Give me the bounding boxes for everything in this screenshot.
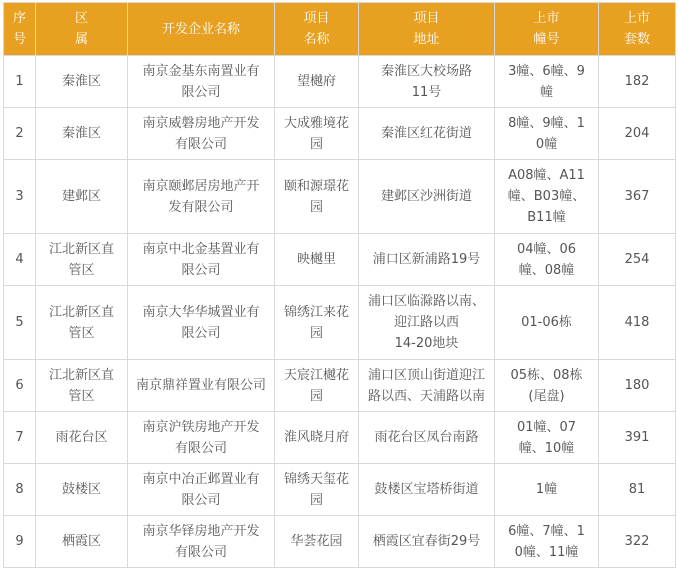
header-unit-count <box>599 3 676 56</box>
cell-text: 建邺区沙洲街道 <box>380 189 472 204</box>
cell-index <box>4 516 36 568</box>
cell-building-numbers <box>495 464 599 516</box>
header-text: 开发企业名称 <box>161 21 240 37</box>
cell-project-address <box>359 108 495 160</box>
cell-text: 418 <box>624 315 650 330</box>
cell-building-numbers <box>495 516 599 568</box>
cell-text: 限公司 <box>181 84 221 100</box>
cell-text: 5 <box>15 315 24 330</box>
listing-table-container <box>3 2 675 568</box>
cell-text: 限公司 <box>181 492 221 508</box>
cell-project-name <box>275 464 359 516</box>
cell-text: 南京沪铁房地产开发 <box>142 419 260 435</box>
header-text: 项目 <box>303 11 330 26</box>
cell-text: 南京华铎房地产开发 <box>142 523 260 539</box>
cell-unit-count <box>599 286 676 360</box>
cell-building-numbers <box>495 56 599 108</box>
cell-text: 4 <box>15 252 24 267</box>
cell-text: 管区 <box>68 325 95 341</box>
cell-text: 04幢、06 <box>516 241 577 257</box>
cell-district <box>36 360 128 412</box>
cell-district <box>36 516 128 568</box>
table-row <box>4 160 676 234</box>
cell-text: 254 <box>624 252 650 267</box>
cell-text: 1幢 <box>535 482 558 497</box>
header-project-name <box>275 3 359 56</box>
cell-index <box>4 360 36 412</box>
cell-project-name <box>275 286 359 360</box>
header-building-numbers <box>495 3 599 56</box>
table-row <box>4 286 676 360</box>
table-row <box>4 234 676 286</box>
cell-text: 发有限公司 <box>168 199 234 215</box>
cell-text: 颐和源璟花 <box>283 178 349 194</box>
header-text: 属 <box>74 32 88 47</box>
cell-text: 锦绣江来花 <box>283 304 349 320</box>
cell-text: B11幢 <box>527 210 566 225</box>
cell-text: 大成雅境花 <box>283 115 349 131</box>
cell-text: 望樾府 <box>296 74 336 89</box>
cell-text: 秦淮区 <box>61 126 101 141</box>
cell-text: 管区 <box>68 388 95 404</box>
cell-text: 园 <box>309 136 323 152</box>
header-index <box>4 3 36 56</box>
cell-text: 园 <box>309 199 323 215</box>
cell-text: 南京中北金基置业有 <box>142 241 260 257</box>
cell-district <box>36 286 128 360</box>
cell-developer <box>128 464 275 516</box>
cell-text: 雨花台区凤台南路 <box>374 430 479 445</box>
cell-developer <box>128 56 275 108</box>
table-body <box>4 56 676 568</box>
cell-index <box>4 160 36 234</box>
cell-text: 8幢、9幢、1 <box>508 115 585 131</box>
cell-project-address <box>359 464 495 516</box>
cell-project-address <box>359 286 495 360</box>
cell-district <box>36 56 128 108</box>
cell-developer <box>128 412 275 464</box>
cell-text: 浦口区新浦路19号 <box>372 252 481 267</box>
header-text: 幢号 <box>533 32 560 47</box>
header-text: 项目 <box>413 11 440 26</box>
cell-text: 6 <box>15 378 24 393</box>
cell-project-name <box>275 56 359 108</box>
cell-text: 0幢 <box>535 136 558 152</box>
cell-project-name <box>275 234 359 286</box>
cell-text: 鼓楼区 <box>61 482 101 497</box>
header-row <box>4 3 676 56</box>
cell-building-numbers <box>495 234 599 286</box>
table-row <box>4 56 676 108</box>
cell-unit-count <box>599 56 676 108</box>
cell-text: 01幢、07 <box>516 419 577 435</box>
cell-text: 01-06栋 <box>521 315 572 330</box>
cell-text: 204 <box>624 126 650 141</box>
cell-text: 182 <box>624 74 650 89</box>
cell-developer <box>128 286 275 360</box>
cell-text: 浦口区临滁路以南、 <box>367 294 485 309</box>
cell-text: A08幢、A11 <box>508 168 585 183</box>
housing-listing-table <box>3 2 676 568</box>
cell-text: 浦口区顶山街道迎江 <box>367 367 485 383</box>
cell-unit-count <box>599 234 676 286</box>
cell-text: 秦淮区大校场路 <box>380 63 472 79</box>
cell-project-name <box>275 108 359 160</box>
cell-text: 180 <box>624 378 650 393</box>
cell-text: 栖霞区宜春街29号 <box>372 534 481 549</box>
cell-text: 81 <box>628 482 646 497</box>
cell-text: 南京颐邺居房地产开 <box>142 178 260 194</box>
cell-text: (尾盘) <box>528 388 565 404</box>
cell-project-address <box>359 412 495 464</box>
cell-text: 淮风晓月府 <box>283 430 349 445</box>
cell-text: 园 <box>309 325 323 341</box>
cell-text: 幢 <box>539 84 553 100</box>
cell-project-name <box>275 160 359 234</box>
cell-text: 限公司 <box>181 325 221 341</box>
cell-project-address <box>359 234 495 286</box>
cell-district <box>36 234 128 286</box>
cell-project-address <box>359 516 495 568</box>
cell-text: 秦淮区红花街道 <box>380 126 472 141</box>
header-text: 区 <box>74 11 88 26</box>
cell-unit-count <box>599 516 676 568</box>
cell-text: 0幢、11幢 <box>514 544 579 560</box>
header-text: 地址 <box>413 32 440 47</box>
cell-index <box>4 56 36 108</box>
cell-unit-count <box>599 464 676 516</box>
cell-building-numbers <box>495 360 599 412</box>
cell-text: 391 <box>624 430 650 445</box>
cell-index <box>4 464 36 516</box>
header-text: 名称 <box>303 32 330 47</box>
cell-text: 7 <box>15 430 24 445</box>
cell-project-address <box>359 360 495 412</box>
cell-text: 11号 <box>411 84 442 100</box>
table-row <box>4 360 676 412</box>
cell-text: 江北新区直 <box>48 304 114 320</box>
table-row <box>4 412 676 464</box>
header-text: 上市 <box>533 11 560 26</box>
table-header <box>4 3 676 56</box>
cell-text: 有限公司 <box>174 440 227 456</box>
cell-text: 天宸江樾花 <box>283 367 349 383</box>
cell-text: 映樾里 <box>296 252 336 267</box>
cell-text: 322 <box>624 534 650 549</box>
cell-text: 南京大华华城置业有 <box>142 304 260 320</box>
cell-text: 雨花台区 <box>55 430 108 445</box>
cell-text: 建邺区 <box>61 189 101 204</box>
cell-developer <box>128 160 275 234</box>
cell-text: 367 <box>624 189 650 204</box>
cell-index <box>4 108 36 160</box>
cell-developer <box>128 108 275 160</box>
cell-project-name <box>275 412 359 464</box>
cell-building-numbers <box>495 286 599 360</box>
cell-building-numbers <box>495 160 599 234</box>
cell-building-numbers <box>495 108 599 160</box>
cell-index <box>4 234 36 286</box>
cell-developer <box>128 516 275 568</box>
cell-text: 05栋、08栋 <box>510 367 583 383</box>
header-district <box>36 3 128 56</box>
cell-district <box>36 464 128 516</box>
cell-text: 南京金基东南置业有 <box>142 63 260 79</box>
table-row <box>4 108 676 160</box>
cell-district <box>36 412 128 464</box>
cell-text: 管区 <box>68 262 95 278</box>
cell-text: 幢、B03幢、 <box>507 189 586 204</box>
cell-index <box>4 286 36 360</box>
cell-text: 幢、08幢 <box>518 262 575 278</box>
cell-text: 南京鼎祥置业有限公司 <box>135 378 266 393</box>
cell-text: 9 <box>15 534 24 549</box>
cell-text: 江北新区直 <box>48 241 114 257</box>
cell-project-name <box>275 360 359 412</box>
cell-unit-count <box>599 360 676 412</box>
cell-text: 6幢、7幢、1 <box>508 523 585 539</box>
header-project-address <box>359 3 495 56</box>
cell-unit-count <box>599 412 676 464</box>
cell-text: 华荟花园 <box>290 534 343 549</box>
header-developer <box>128 3 275 56</box>
cell-project-name <box>275 516 359 568</box>
cell-district <box>36 160 128 234</box>
cell-text: 鼓楼区宝塔桥街道 <box>374 482 479 497</box>
cell-unit-count <box>599 160 676 234</box>
cell-building-numbers <box>495 412 599 464</box>
cell-text: 秦淮区 <box>61 74 101 89</box>
cell-text: 幢、10幢 <box>518 440 575 456</box>
table-row <box>4 464 676 516</box>
cell-text: 1 <box>15 74 24 89</box>
header-text: 套数 <box>623 32 650 47</box>
cell-text: 2 <box>15 126 24 141</box>
cell-text: 迎江路以西 <box>393 315 459 330</box>
cell-text: 江北新区直 <box>48 367 114 383</box>
cell-text: 限公司 <box>181 262 221 278</box>
cell-text: 锦绣天玺花 <box>283 471 349 487</box>
cell-text: 3幢、6幢、9 <box>508 63 585 79</box>
cell-text: 园 <box>309 388 323 404</box>
cell-unit-count <box>599 108 676 160</box>
cell-developer <box>128 234 275 286</box>
cell-text: 南京中冶正邺置业有 <box>142 471 260 487</box>
cell-developer <box>128 360 275 412</box>
header-text: 号 <box>12 32 26 47</box>
cell-text: 园 <box>309 492 323 508</box>
table-row <box>4 516 676 568</box>
cell-text: 8 <box>15 482 24 497</box>
cell-district <box>36 108 128 160</box>
cell-index <box>4 412 36 464</box>
cell-text: 3 <box>15 189 24 204</box>
cell-text: 有限公司 <box>174 544 227 560</box>
cell-text: 路以西、天浦路以南 <box>367 388 485 404</box>
cell-project-address <box>359 56 495 108</box>
cell-text: 栖霞区 <box>61 534 101 549</box>
cell-text: 有限公司 <box>174 136 227 152</box>
header-text: 序 <box>12 11 26 26</box>
cell-text: 14-20地块 <box>394 336 459 351</box>
header-text: 上市 <box>623 11 650 26</box>
cell-text: 南京威磐房地产开发 <box>142 115 260 131</box>
cell-project-address <box>359 160 495 234</box>
